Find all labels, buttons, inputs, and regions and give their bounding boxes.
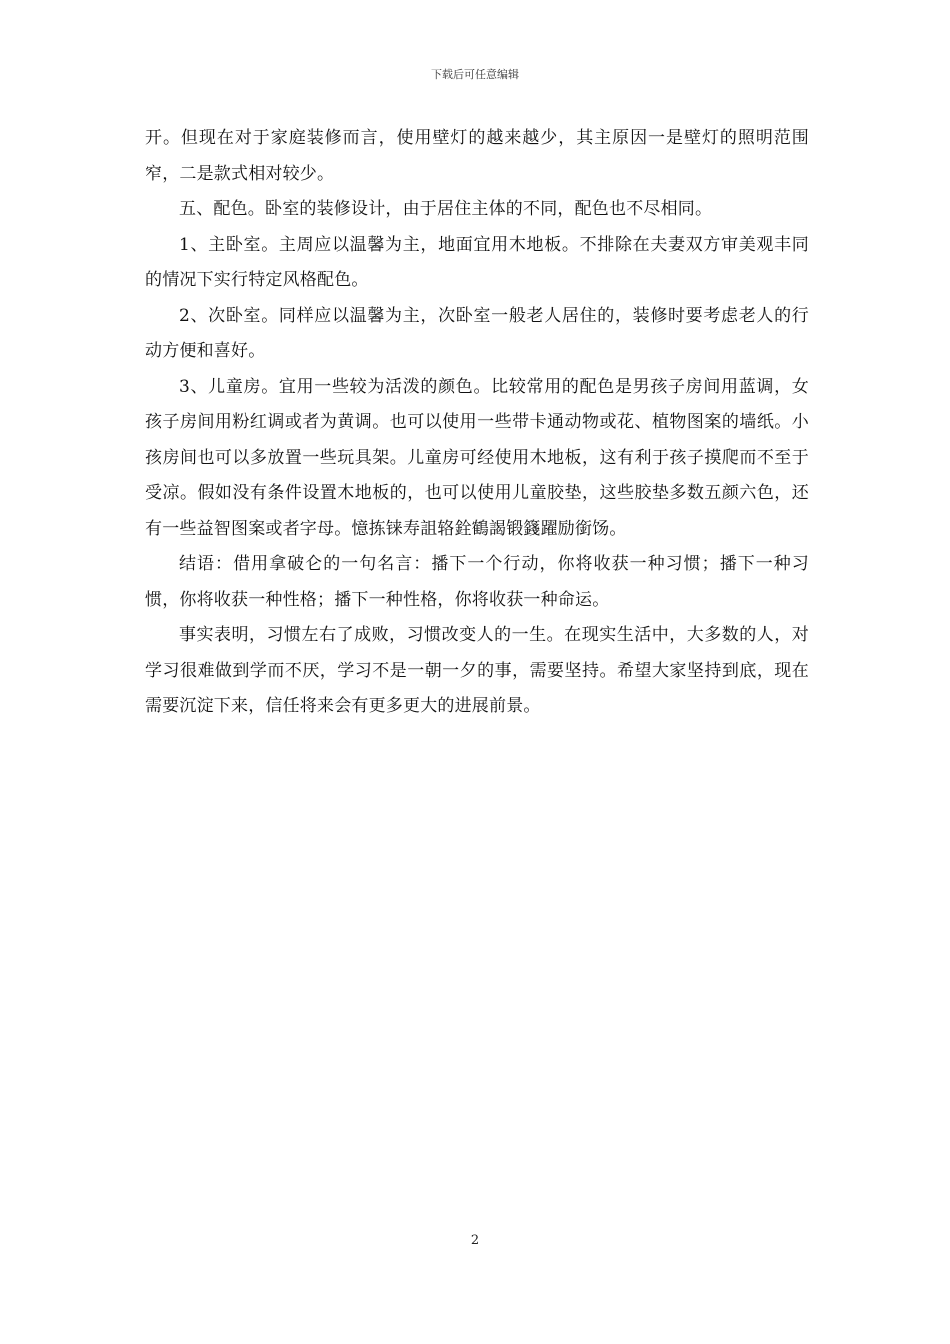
page-number: 2 bbox=[470, 1233, 480, 1248]
paragraph-continued: 开。但现在对于家庭装修而言，使用壁灯的越来越少，其主原因一是壁灯的照明范围窄，二是款式相对较少。 bbox=[145, 128, 809, 184]
paragraph-master-bedroom: 1、主卧室。主周应以温馨为主，地面宜用木地板。不排除在夫妻双方审美观丰同的情况下实行特定风格配色。 bbox=[145, 234, 809, 290]
paragraph-closing: 事实表明，习惯左右了成败，习惯改变人的一生。在现实生活中，大多数的人，对学习很难做到学而不厌，学习不是一朝一夕的事，需要坚持。希望大家坚持到底，现在需要沉淀下来，信任将来会有更多更大的进展前景。 bbox=[145, 625, 809, 716]
document-body bbox=[145, 121, 809, 725]
paragraph-second-bedroom: 2、次卧室。同样应以温馨为主，次卧室一般老人居住的，装修时要考虑老人的行动方便和喜好。 bbox=[145, 305, 809, 361]
paragraph-kids-room: 3、儿童房。宜用一些较为活泼的颜色。比较常用的配色是男孩子房间用蓝调，女孩子房间用粉红调或者为黄调。也可以使用一些带卡通动物或花、植物图案的墙纸。小孩房间也可以多放置一些玩具架。儿童房可经使用木地板，这有利于孩子摸爬而不至于受凉。假如没有条件设置木地板的，也可以使用儿童胶垫，这些胶垫多数五颜六色，还有一些益智图案或者字母。憶拣铼寿詛辂銓鶴謁锻籛躍励銜饧。 bbox=[145, 376, 809, 539]
paragraph-conclusion: 结语：借用拿破仑的一句名言：播下一个行动，你将收获一种习惯；播下一种习惯，你将收获一种性格；播下一种性格，你将收获一种命运。 bbox=[145, 554, 809, 610]
page-header: 下载后可任意编辑 bbox=[431, 68, 519, 81]
paragraph-color-scheme: 五、配色。卧室的装修设计，由于居住主体的不同，配色也不尽相同。 bbox=[179, 199, 713, 219]
